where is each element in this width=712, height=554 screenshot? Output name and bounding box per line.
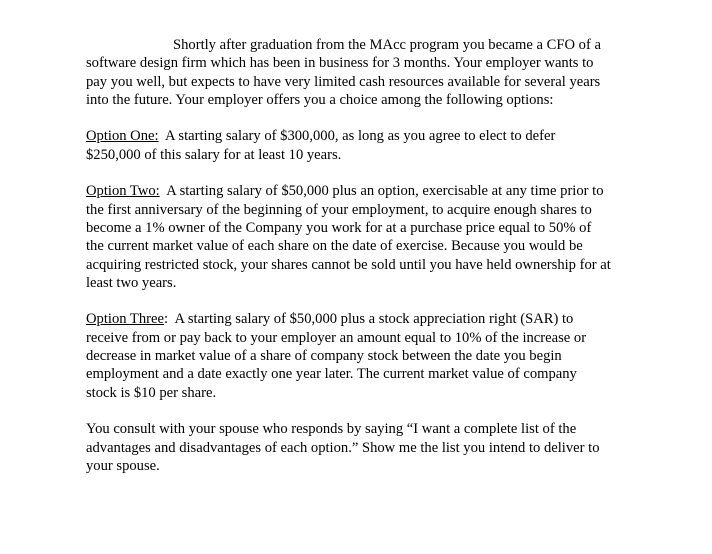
option-three-line: receive from or pay back to your employer an amount equal to 10% of the increase or <box>86 329 587 346</box>
closing-line: You consult with your spouse who responds by saying “I want a complete list of the <box>86 421 577 438</box>
option-two-line: the current market value of each share on the date of exercise. Because you would be <box>86 238 583 255</box>
option-three-paragraph <box>86 310 676 401</box>
option-one-first-line <box>86 127 676 145</box>
intro-line: pay you well, but expects to have very limited cash resources available for several years <box>86 73 601 90</box>
option-one-paragraph <box>86 127 676 164</box>
option-two-text: A starting salary of $50,000 plus an option, exercisable at any time prior to <box>159 183 604 200</box>
option-three-label: Option Three <box>86 311 164 328</box>
closing-line: your spouse. <box>86 457 160 474</box>
intro-line: into the future. Your employer offers you a choice among the following options: <box>86 91 554 108</box>
option-three-line: stock is $10 per share. <box>86 384 217 401</box>
option-one-line: $250,000 of this salary for at least 10 years. <box>86 146 342 163</box>
option-one-label: Option One: <box>86 128 159 145</box>
option-two-paragraph <box>86 182 676 292</box>
closing-line: advantages and disadvantages of each option.” Show me the list you intend to deliver to <box>86 439 600 456</box>
option-two-line: become a 1% owner of the Company you work for at a purchase price equal to 50% of <box>86 219 592 236</box>
intro-paragraph <box>86 36 676 109</box>
intro-line: software design firm which has been in business for 3 months. Your employer wants to <box>86 55 594 72</box>
document-body <box>86 36 676 493</box>
option-three-line: decrease in market value of a share of company stock between the date you begin <box>86 348 562 365</box>
option-two-line: least two years. <box>86 274 177 291</box>
option-two-label: Option Two: <box>86 183 160 200</box>
closing-paragraph <box>86 420 676 475</box>
option-three-text: : A starting salary of $50,000 plus a stock appreciation right (SAR) to <box>163 311 574 328</box>
option-one-text: A starting salary of $300,000, as long as you agree to elect to defer <box>158 128 556 145</box>
option-two-first-line <box>86 182 676 200</box>
option-three-line: employment and a date exactly one year later. The current market value of company <box>86 366 577 383</box>
option-two-line: acquiring restricted stock, your shares cannot be sold until you have held ownership for at <box>86 256 611 273</box>
intro-line: Shortly after graduation from the MAcc program you became a CFO of a <box>173 37 601 53</box>
option-three-first-line <box>86 310 676 328</box>
option-two-line: the first anniversary of the beginning of your employment, to acquire enough shares to <box>86 201 592 218</box>
